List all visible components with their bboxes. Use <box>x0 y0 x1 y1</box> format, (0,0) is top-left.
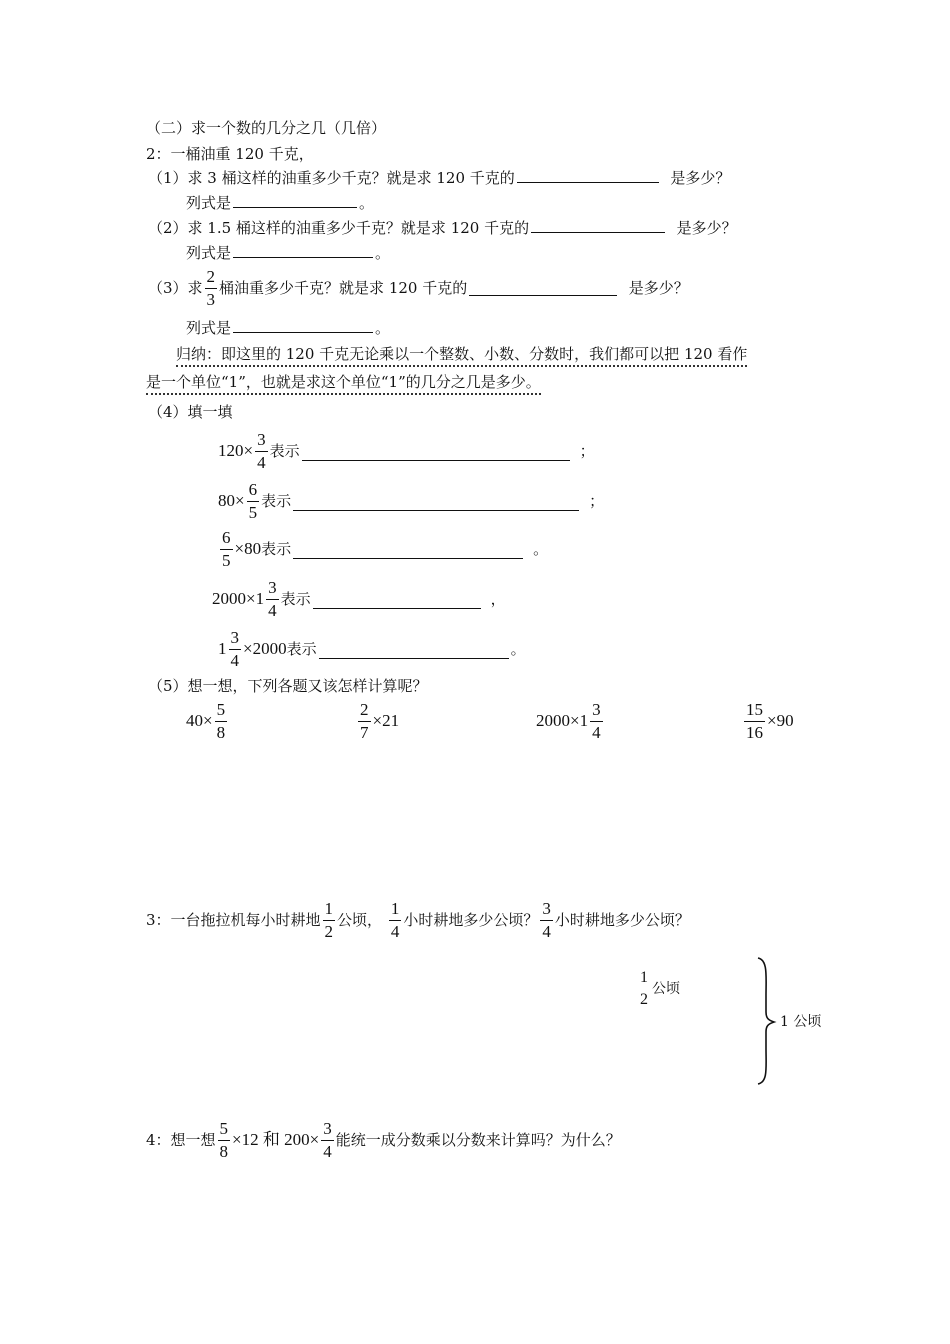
fraction <box>744 700 765 743</box>
q3-mid2: 小时耕地多少公顷？ <box>403 911 539 929</box>
formula-end: 。 <box>359 194 375 212</box>
fraction-denominator: 5 <box>222 550 231 570</box>
q2-part5-title: （5）想一想，下列各题又该怎样计算呢？ <box>148 677 428 695</box>
fill-in-blank[interactable] <box>313 594 481 609</box>
q2-part1-formula-blank[interactable] <box>233 193 357 208</box>
q2-part3-answer-blank[interactable] <box>469 281 617 296</box>
q4-question <box>146 1116 621 1164</box>
fraction <box>266 578 279 621</box>
fraction-numerator: 15 <box>746 699 763 719</box>
formula-end: 。 <box>375 319 391 337</box>
fraction-denominator: 4 <box>592 722 601 742</box>
summary-line-1 <box>176 344 747 364</box>
fraction-denominator: 8 <box>219 1141 229 1161</box>
fill-in-row <box>218 526 548 572</box>
q2-part2 <box>148 218 737 238</box>
row-end: 。 <box>533 540 549 558</box>
summary-text-2: 是一个单位“1”，也就是求这个单位“1”的几分之几是多少。 <box>146 373 541 395</box>
formula-label: 列式是 <box>186 319 232 337</box>
row-label: 表示 <box>286 640 317 658</box>
fraction <box>229 628 242 671</box>
q3-prefix: 3：一台拖拉机每小时耕地 <box>146 911 321 929</box>
fraction-denominator: 5 <box>248 502 258 522</box>
formula-label: 列式是 <box>186 194 232 212</box>
expr-prefix: 80× <box>218 491 245 510</box>
fraction-denominator: 4 <box>542 921 551 941</box>
expr-suffix: ×2000 <box>243 639 287 658</box>
fraction-denominator: 8 <box>216 722 226 742</box>
fraction-numerator: 2 <box>360 699 369 719</box>
fraction-numerator: 1 <box>390 898 400 918</box>
fraction <box>255 430 268 473</box>
expression-item <box>186 698 229 744</box>
fraction-numerator: 3 <box>268 577 277 597</box>
q2-part3-formula <box>186 318 390 338</box>
q2-part2-label: （2）求 1.5 桶这样的油重多少千克？就是求 120 千克的 <box>148 219 530 237</box>
q2-part4-title: （4）填一填 <box>148 403 233 421</box>
expr-suffix: ×21 <box>372 711 400 730</box>
row-end: 。 <box>510 640 526 658</box>
formula-label: 列式是 <box>186 244 232 262</box>
expr-prefix: 2000×1 <box>212 589 265 608</box>
q3-diagram-label <box>636 966 680 1012</box>
fraction <box>218 1119 231 1162</box>
fraction-denominator: 7 <box>360 722 369 742</box>
fraction <box>220 528 233 571</box>
fill-in-blank[interactable] <box>293 496 579 511</box>
q2-part2-answer-blank[interactable] <box>531 218 665 233</box>
fraction-numerator: 3 <box>323 1118 332 1138</box>
fill-in-row <box>218 428 595 474</box>
fill-in-row <box>218 478 604 524</box>
row-end: ； <box>579 442 595 460</box>
fraction-numerator: 6 <box>248 479 258 499</box>
q2-part3-tail: 是多少？ <box>628 279 689 297</box>
q2-part1-tail: 是多少？ <box>670 169 731 187</box>
fraction-numerator: 5 <box>216 699 226 719</box>
expr-suffix: ×80 <box>234 539 262 558</box>
q3-question <box>146 896 690 944</box>
summary-line-2 <box>146 372 541 392</box>
row-label: 表示 <box>261 540 292 558</box>
expr-prefix: 40× <box>186 711 213 730</box>
row-label: 表示 <box>261 492 292 510</box>
fraction <box>590 700 603 743</box>
fraction <box>215 700 228 743</box>
fraction <box>247 480 260 523</box>
q2-intro: 2：一桶油重 120 千克， <box>146 145 314 163</box>
q3-mid1: 公顷， <box>337 911 383 929</box>
q4-prefix: 4：想一想 <box>146 1131 216 1149</box>
fraction-numerator: 1 <box>324 898 334 918</box>
fraction-denominator: 2 <box>640 991 648 1008</box>
q2-part3-label: 桶油重多少千克？就是求 120 千克的 <box>219 279 468 297</box>
fraction-denominator: 3 <box>206 289 216 309</box>
diagram-total: 1 公顷 <box>780 1014 822 1030</box>
fraction-numerator: 2 <box>206 266 216 286</box>
fraction <box>323 899 336 942</box>
expression-item <box>356 698 399 744</box>
q2-part1-label: （1）求 3 桶这样的油重多少千克？就是求 120 千克的 <box>148 169 515 187</box>
fill-in-row <box>218 626 526 672</box>
row-label: 表示 <box>280 590 311 608</box>
fraction-numerator: 5 <box>219 1118 229 1138</box>
row-end: ， <box>490 590 506 608</box>
q2-part1 <box>148 168 730 188</box>
fraction <box>638 968 650 1010</box>
expression-item <box>742 698 794 744</box>
expr-prefix: 1 <box>218 639 227 658</box>
fill-in-blank[interactable] <box>293 544 523 559</box>
q2-part1-formula <box>186 193 374 213</box>
q2-part3 <box>148 266 689 310</box>
fraction <box>540 899 553 942</box>
expr-suffix: ×90 <box>767 711 794 730</box>
fraction-denominator: 4 <box>230 650 239 670</box>
fraction-numerator: 6 <box>222 527 231 547</box>
fraction-numerator: 3 <box>592 699 601 719</box>
expr-prefix: 120× <box>218 441 254 460</box>
fraction-denominator: 4 <box>257 452 266 472</box>
fraction <box>205 267 218 310</box>
q2-part3-prefix: （3）求 <box>148 279 203 297</box>
summary-text-1: 归纳：即这里的 120 千克无论乘以一个整数、小数、分数时，我们都可以把 120 看作 <box>176 345 747 367</box>
q3-tail: 小时耕地多少公顷？ <box>554 911 690 929</box>
fraction-denominator: 4 <box>390 921 400 941</box>
section-title: （二）求一个数的几分之几（几倍） <box>146 119 387 137</box>
fill-in-row <box>212 576 506 622</box>
diagram-unit: 公顷 <box>652 981 680 997</box>
fraction <box>389 899 402 942</box>
fraction-denominator: 2 <box>324 921 334 941</box>
fraction-denominator: 4 <box>268 600 277 620</box>
fraction-numerator: 3 <box>230 627 239 647</box>
row-label: 表示 <box>269 442 300 460</box>
q4-mid1: ×12 和 200× <box>232 1130 320 1149</box>
q4-tail: 能统一成分数乘以分数来计算吗？为什么？ <box>335 1131 621 1149</box>
row-end: ； <box>589 492 605 510</box>
q2-part2-formula <box>186 243 390 263</box>
fill-in-blank[interactable] <box>319 644 509 659</box>
fraction <box>358 700 371 743</box>
q2-part3-formula-blank[interactable] <box>233 318 373 333</box>
fill-in-blank[interactable] <box>302 446 570 461</box>
formula-end: 。 <box>375 244 391 262</box>
fraction-numerator: 1 <box>640 969 648 986</box>
fraction <box>321 1119 334 1162</box>
q2-part2-tail: 是多少？ <box>676 219 737 237</box>
fraction-denominator: 4 <box>323 1141 332 1161</box>
expr-prefix: 2000×1 <box>536 711 589 730</box>
expression-item <box>536 698 605 744</box>
fraction-numerator: 3 <box>542 898 551 918</box>
q2-part2-formula-blank[interactable] <box>233 243 373 258</box>
fraction-denominator: 16 <box>746 722 763 742</box>
fraction-numerator: 3 <box>257 429 266 449</box>
q2-part1-answer-blank[interactable] <box>517 168 659 183</box>
